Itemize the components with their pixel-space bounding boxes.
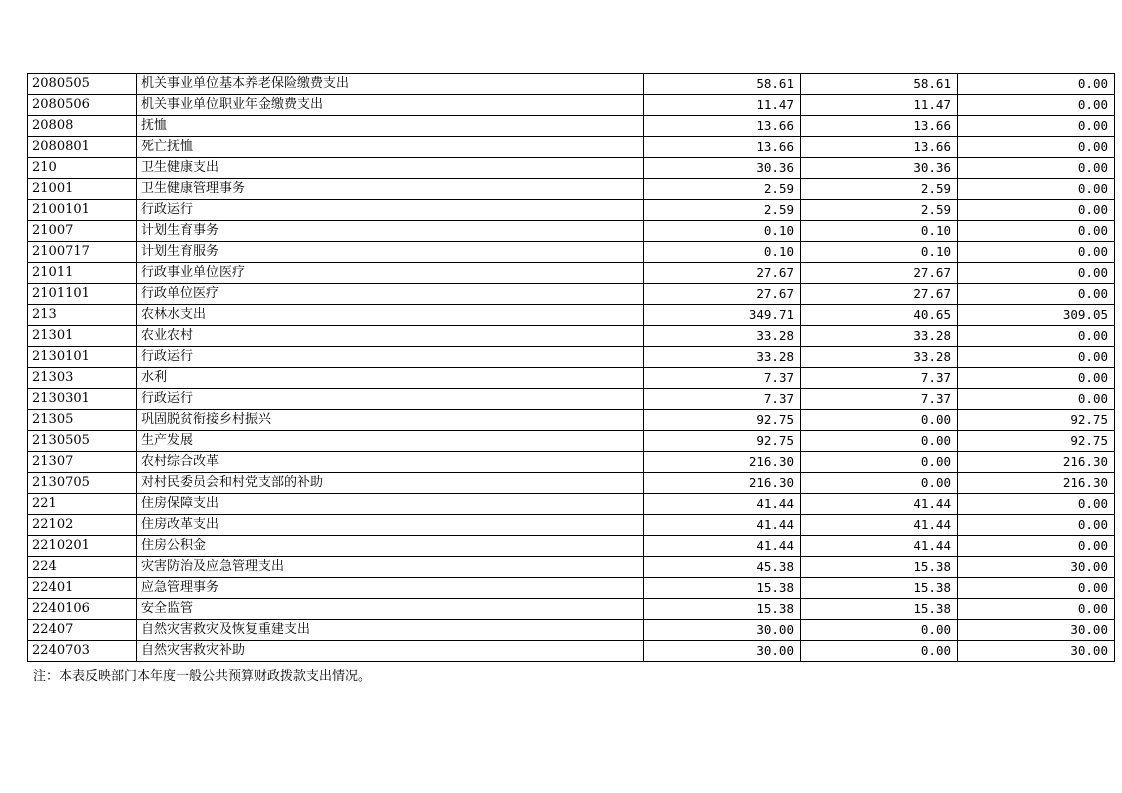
subject-code-cell: 22401	[28, 578, 137, 599]
table-row	[28, 137, 1115, 158]
subject-name-cell: 农村综合改革	[137, 452, 644, 473]
table-row	[28, 347, 1115, 368]
subject-code-cell: 2100101	[28, 200, 137, 221]
subject-name-cell: 卫生健康支出	[137, 158, 644, 179]
project-expenditure-cell: 0.00	[958, 578, 1115, 599]
basic-expenditure-cell: 0.00	[801, 431, 958, 452]
subject-code-cell: 22102	[28, 515, 137, 536]
table-row	[28, 494, 1115, 515]
subject-code-cell: 20808	[28, 116, 137, 137]
table-row	[28, 473, 1115, 494]
subject-name-cell: 安全监管	[137, 599, 644, 620]
table-row	[28, 410, 1115, 431]
total-amount-cell: 7.37	[644, 389, 801, 410]
total-amount-cell: 0.10	[644, 242, 801, 263]
subject-code-cell: 2130101	[28, 347, 137, 368]
basic-expenditure-cell: 41.44	[801, 494, 958, 515]
project-expenditure-cell: 0.00	[958, 326, 1115, 347]
subject-code-cell: 210	[28, 158, 137, 179]
total-amount-cell: 15.38	[644, 599, 801, 620]
subject-code-cell: 21011	[28, 263, 137, 284]
project-expenditure-cell: 92.75	[958, 410, 1115, 431]
subject-name-cell: 机关事业单位职业年金缴费支出	[137, 95, 644, 116]
basic-expenditure-cell: 0.00	[801, 452, 958, 473]
total-amount-cell: 13.66	[644, 116, 801, 137]
subject-code-cell: 213	[28, 305, 137, 326]
subject-code-cell: 2080506	[28, 95, 137, 116]
basic-expenditure-cell: 2.59	[801, 179, 958, 200]
basic-expenditure-cell: 27.67	[801, 284, 958, 305]
subject-code-cell: 224	[28, 557, 137, 578]
basic-expenditure-cell: 0.00	[801, 410, 958, 431]
subject-name-cell: 计划生育服务	[137, 242, 644, 263]
subject-code-cell: 22407	[28, 620, 137, 641]
project-expenditure-cell: 0.00	[958, 494, 1115, 515]
table-row	[28, 74, 1115, 95]
subject-name-cell: 卫生健康管理事务	[137, 179, 644, 200]
project-expenditure-cell: 0.00	[958, 116, 1115, 137]
subject-code-cell: 221	[28, 494, 137, 515]
table-row	[28, 305, 1115, 326]
subject-name-cell: 水利	[137, 368, 644, 389]
basic-expenditure-cell: 30.36	[801, 158, 958, 179]
project-expenditure-cell: 0.00	[958, 95, 1115, 116]
project-expenditure-cell: 216.30	[958, 473, 1115, 494]
table-row	[28, 578, 1115, 599]
subject-name-cell: 住房保障支出	[137, 494, 644, 515]
subject-code-cell: 2210201	[28, 536, 137, 557]
subject-code-cell: 2100717	[28, 242, 137, 263]
subject-code-cell: 2080505	[28, 74, 137, 95]
project-expenditure-cell: 0.00	[958, 74, 1115, 95]
total-amount-cell: 216.30	[644, 452, 801, 473]
basic-expenditure-cell: 0.10	[801, 221, 958, 242]
table-row	[28, 620, 1115, 641]
project-expenditure-cell: 0.00	[958, 536, 1115, 557]
project-expenditure-cell: 0.00	[958, 347, 1115, 368]
project-expenditure-cell: 0.00	[958, 242, 1115, 263]
project-expenditure-cell: 30.00	[958, 557, 1115, 578]
table-row	[28, 431, 1115, 452]
table-row	[28, 242, 1115, 263]
table-body	[28, 74, 1115, 662]
total-amount-cell: 27.67	[644, 263, 801, 284]
total-amount-cell: 2.59	[644, 179, 801, 200]
subject-code-cell: 21301	[28, 326, 137, 347]
basic-expenditure-cell: 15.38	[801, 578, 958, 599]
table-row	[28, 284, 1115, 305]
basic-expenditure-cell: 0.00	[801, 620, 958, 641]
project-expenditure-cell: 0.00	[958, 200, 1115, 221]
total-amount-cell: 0.10	[644, 221, 801, 242]
project-expenditure-cell: 0.00	[958, 179, 1115, 200]
subject-name-cell: 住房公积金	[137, 536, 644, 557]
subject-name-cell: 应急管理事务	[137, 578, 644, 599]
table-row	[28, 515, 1115, 536]
total-amount-cell: 349.71	[644, 305, 801, 326]
table-footnote: 注：本表反映部门本年度一般公共预算财政拨款支出情况。	[33, 669, 372, 684]
total-amount-cell: 92.75	[644, 431, 801, 452]
project-expenditure-cell: 216.30	[958, 452, 1115, 473]
table-row	[28, 557, 1115, 578]
subject-name-cell: 自然灾害救灾及恢复重建支出	[137, 620, 644, 641]
table-row	[28, 263, 1115, 284]
subject-name-cell: 机关事业单位基本养老保险缴费支出	[137, 74, 644, 95]
basic-expenditure-cell: 15.38	[801, 557, 958, 578]
subject-code-cell: 21007	[28, 221, 137, 242]
subject-name-cell: 行政运行	[137, 389, 644, 410]
subject-code-cell: 21307	[28, 452, 137, 473]
subject-code-cell: 2130705	[28, 473, 137, 494]
subject-code-cell: 21305	[28, 410, 137, 431]
basic-expenditure-cell: 7.37	[801, 368, 958, 389]
subject-code-cell: 2130505	[28, 431, 137, 452]
total-amount-cell: 33.28	[644, 347, 801, 368]
basic-expenditure-cell: 40.65	[801, 305, 958, 326]
subject-code-cell: 21001	[28, 179, 137, 200]
subject-name-cell: 灾害防治及应急管理支出	[137, 557, 644, 578]
project-expenditure-cell: 0.00	[958, 389, 1115, 410]
basic-expenditure-cell: 15.38	[801, 599, 958, 620]
basic-expenditure-cell: 33.28	[801, 347, 958, 368]
total-amount-cell: 13.66	[644, 137, 801, 158]
subject-name-cell: 生产发展	[137, 431, 644, 452]
subject-name-cell: 行政单位医疗	[137, 284, 644, 305]
basic-expenditure-cell: 13.66	[801, 116, 958, 137]
total-amount-cell: 15.38	[644, 578, 801, 599]
table-row	[28, 200, 1115, 221]
table-row	[28, 389, 1115, 410]
table-row	[28, 326, 1115, 347]
project-expenditure-cell: 92.75	[958, 431, 1115, 452]
total-amount-cell: 41.44	[644, 536, 801, 557]
total-amount-cell: 41.44	[644, 494, 801, 515]
total-amount-cell: 30.00	[644, 641, 801, 662]
project-expenditure-cell: 30.00	[958, 620, 1115, 641]
total-amount-cell: 45.38	[644, 557, 801, 578]
project-expenditure-cell: 30.00	[958, 641, 1115, 662]
table-row	[28, 536, 1115, 557]
basic-expenditure-cell: 41.44	[801, 536, 958, 557]
total-amount-cell: 58.61	[644, 74, 801, 95]
table-row	[28, 158, 1115, 179]
project-expenditure-cell: 0.00	[958, 284, 1115, 305]
total-amount-cell: 33.28	[644, 326, 801, 347]
subject-code-cell: 2080801	[28, 137, 137, 158]
table-row	[28, 452, 1115, 473]
basic-expenditure-cell: 0.10	[801, 242, 958, 263]
project-expenditure-cell: 0.00	[958, 221, 1115, 242]
subject-name-cell: 计划生育事务	[137, 221, 644, 242]
total-amount-cell: 11.47	[644, 95, 801, 116]
total-amount-cell: 27.67	[644, 284, 801, 305]
basic-expenditure-cell: 58.61	[801, 74, 958, 95]
project-expenditure-cell: 0.00	[958, 137, 1115, 158]
budget-expenditure-table	[27, 73, 1115, 662]
total-amount-cell: 216.30	[644, 473, 801, 494]
basic-expenditure-cell: 13.66	[801, 137, 958, 158]
subject-name-cell: 行政事业单位医疗	[137, 263, 644, 284]
subject-name-cell: 住房改革支出	[137, 515, 644, 536]
basic-expenditure-cell: 33.28	[801, 326, 958, 347]
table-row	[28, 368, 1115, 389]
total-amount-cell: 7.37	[644, 368, 801, 389]
basic-expenditure-cell: 0.00	[801, 641, 958, 662]
project-expenditure-cell: 0.00	[958, 158, 1115, 179]
table-row	[28, 599, 1115, 620]
subject-name-cell: 农业农村	[137, 326, 644, 347]
subject-name-cell: 农林水支出	[137, 305, 644, 326]
total-amount-cell: 92.75	[644, 410, 801, 431]
subject-code-cell: 2240703	[28, 641, 137, 662]
project-expenditure-cell: 0.00	[958, 368, 1115, 389]
subject-name-cell: 行政运行	[137, 200, 644, 221]
subject-name-cell: 自然灾害救灾补助	[137, 641, 644, 662]
subject-name-cell: 行政运行	[137, 347, 644, 368]
basic-expenditure-cell: 41.44	[801, 515, 958, 536]
project-expenditure-cell: 309.05	[958, 305, 1115, 326]
total-amount-cell: 41.44	[644, 515, 801, 536]
project-expenditure-cell: 0.00	[958, 515, 1115, 536]
table-row	[28, 641, 1115, 662]
subject-code-cell: 2101101	[28, 284, 137, 305]
total-amount-cell: 2.59	[644, 200, 801, 221]
subject-name-cell: 死亡抚恤	[137, 137, 644, 158]
table-row	[28, 221, 1115, 242]
subject-name-cell: 巩固脱贫衔接乡村振兴	[137, 410, 644, 431]
subject-name-cell: 对村民委员会和村党支部的补助	[137, 473, 644, 494]
total-amount-cell: 30.36	[644, 158, 801, 179]
basic-expenditure-cell: 27.67	[801, 263, 958, 284]
subject-code-cell: 2130301	[28, 389, 137, 410]
basic-expenditure-cell: 7.37	[801, 389, 958, 410]
total-amount-cell: 30.00	[644, 620, 801, 641]
subject-name-cell: 抚恤	[137, 116, 644, 137]
subject-code-cell: 21303	[28, 368, 137, 389]
subject-code-cell: 2240106	[28, 599, 137, 620]
table-row	[28, 95, 1115, 116]
project-expenditure-cell: 0.00	[958, 263, 1115, 284]
table-row	[28, 116, 1115, 137]
basic-expenditure-cell: 2.59	[801, 200, 958, 221]
table-row	[28, 179, 1115, 200]
basic-expenditure-cell: 11.47	[801, 95, 958, 116]
basic-expenditure-cell: 0.00	[801, 473, 958, 494]
project-expenditure-cell: 0.00	[958, 599, 1115, 620]
